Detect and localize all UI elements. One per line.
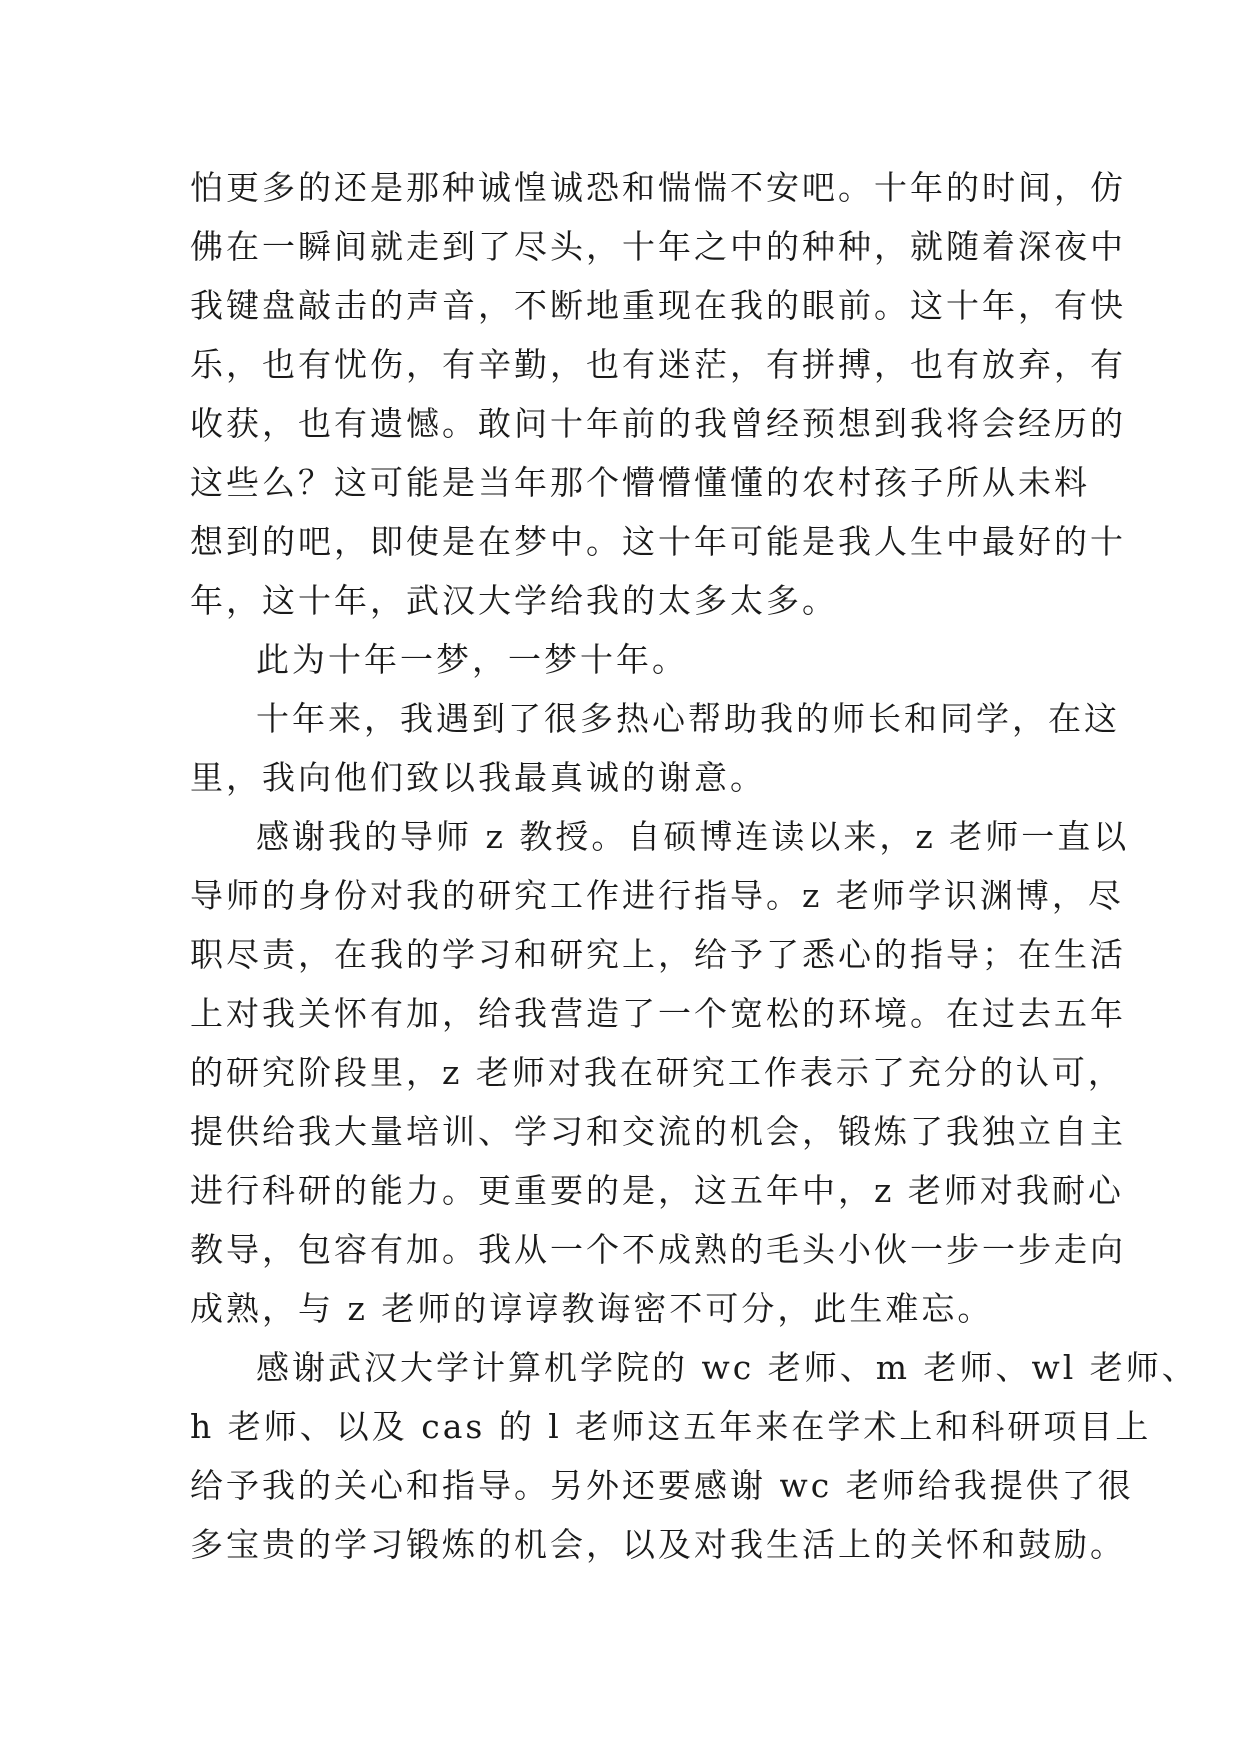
text-line: 的研究阶段里，z 老师对我在研究工作表示了充分的认可，	[190, 1053, 1124, 1092]
text-line: 多宝贵的学习锻炼的机会，以及对我生活上的关怀和鼓励。	[190, 1525, 1126, 1564]
text-line: 收获，也有遗憾。敢问十年前的我曾经预想到我将会经历的	[190, 404, 1126, 443]
body-text	[190, 158, 1198, 1574]
text-line: 导师的身份对我的研究工作进行指导。z 老师学识渊博，尽	[190, 876, 1124, 915]
text-line: 这些么？这可能是当年那个懵懵懂懂的农村孩子所从未料	[190, 463, 1090, 502]
text-line: 我键盘敲击的声音，不断地重现在我的眼前。这十年，有快	[190, 286, 1126, 325]
paragraph-start-line: 十年来，我遇到了很多热心帮助我的师长和同学，在这	[256, 699, 1120, 738]
text-line: 进行科研的能力。更重要的是，这五年中，z 老师对我耐心	[190, 1171, 1124, 1210]
text-line: 提供给我大量培训、学习和交流的机会，锻炼了我独立自主	[190, 1112, 1126, 1151]
text-line: 想到的吧，即使是在梦中。这十年可能是我人生中最好的十	[190, 522, 1126, 561]
text-line: 上对我关怀有加，给我营造了一个宽松的环境。在过去五年	[190, 994, 1126, 1033]
paragraph-start-line: 感谢我的导师 z 教授。自硕博连读以来，z 老师一直以	[256, 817, 1130, 856]
text-line: h 老师、以及 cas 的 l 老师这五年来在学术上和科研项目上	[190, 1407, 1152, 1446]
text-line: 给予我的关心和指导。另外还要感谢 wc 老师给我提供了很	[190, 1466, 1134, 1505]
text-line: 教导，包容有加。我从一个不成熟的毛头小伙一步一步走向	[190, 1230, 1126, 1269]
text-line: 乐，也有忧伤，有辛勤，也有迷茫，有拼搏，也有放弃，有	[190, 345, 1126, 384]
text-line: 佛在一瞬间就走到了尽头，十年之中的种种，就随着深夜中	[190, 227, 1126, 266]
text-line: 里，我向他们致以我最真诚的谢意。	[190, 758, 766, 797]
text-line: 年，这十年，武汉大学给我的太多太多。	[190, 581, 838, 620]
paragraph-start-line: 感谢武汉大学计算机学院的 wc 老师、m 老师、wl 老师、	[256, 1348, 1198, 1387]
paragraph-start-line: 此为十年一梦，一梦十年。	[256, 640, 688, 679]
text-line: 职尽责，在我的学习和研究上，给予了悉心的指导；在生活	[190, 935, 1126, 974]
text-line: 怕更多的还是那种诚惶诚恐和惴惴不安吧。十年的时间，仿	[190, 168, 1126, 207]
text-line: 成熟，与 z 老师的谆谆教诲密不可分，此生难忘。	[190, 1289, 994, 1328]
